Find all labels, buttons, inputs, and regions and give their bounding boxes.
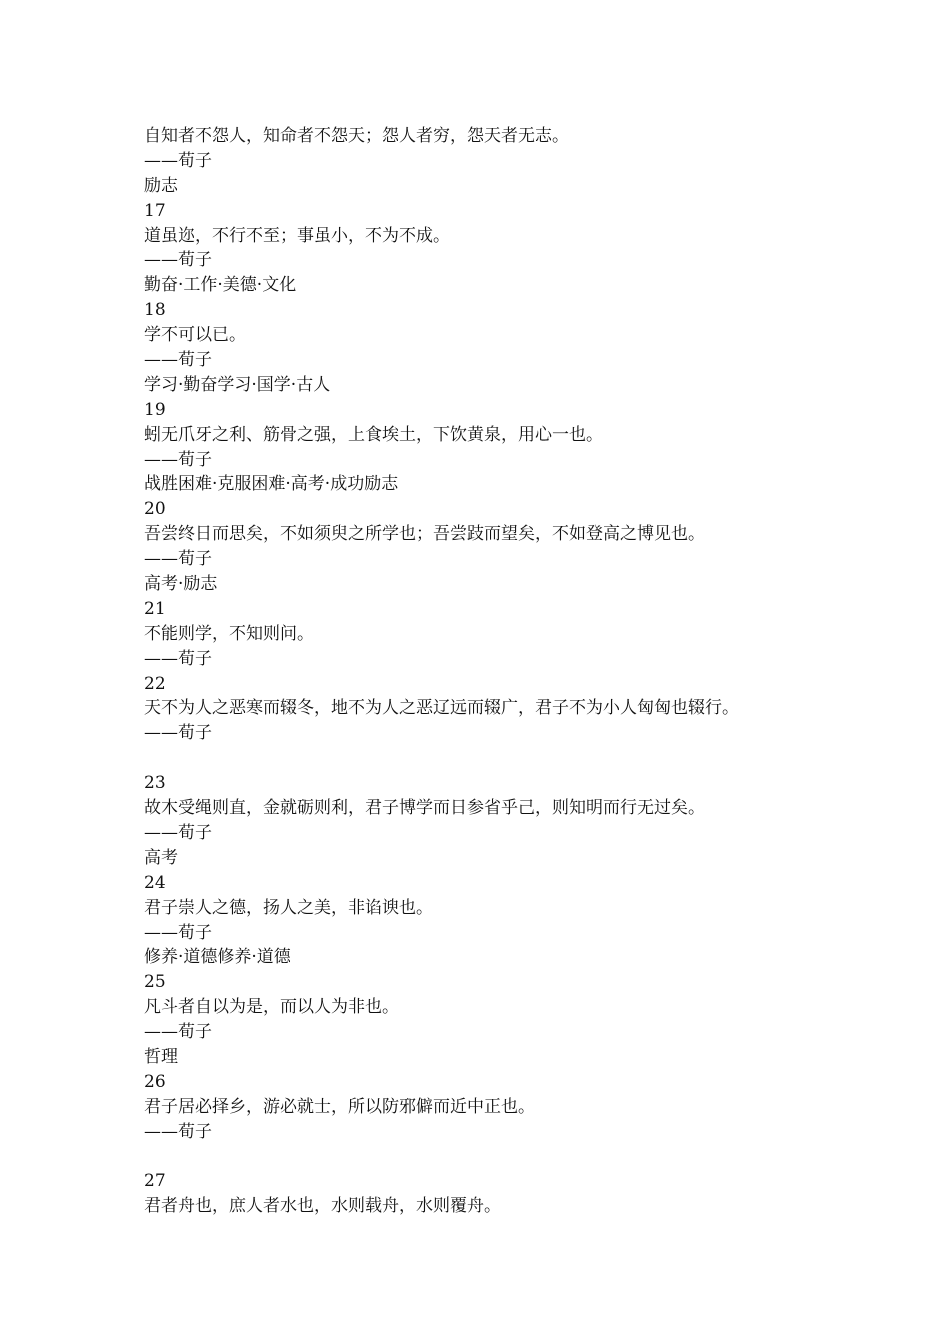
text-line: 励志 [144, 175, 178, 196]
text-line: ——荀子 [144, 922, 212, 943]
text-line: 20 [144, 499, 166, 520]
text-line: ——荀子 [144, 1121, 212, 1142]
text-line: 19 [144, 399, 166, 420]
text-line: 君子居必择乡，游必就士，所以防邪僻而近中正也。 [144, 1096, 535, 1117]
text-line: ——荀子 [144, 449, 212, 470]
text-line: 22 [144, 673, 166, 694]
blank-line [144, 1145, 844, 1170]
text-line: 君者舟也，庶人者水也，水则载舟，水则覆舟。 [144, 1196, 501, 1217]
text-line: 不能则学，不知则问。 [144, 623, 314, 644]
text-line: 23 [144, 773, 166, 794]
text-line: 26 [144, 1071, 166, 1092]
text-line: 高考·励志 [144, 574, 218, 595]
text-line: 17 [144, 200, 166, 221]
text-line: 27 [144, 1171, 166, 1192]
text-line: 高考 [144, 847, 178, 868]
text-line: 故木受绳则直，金就砺则利，君子博学而日参省乎己，则知明而行无过矣。 [144, 798, 705, 819]
text-line: ——荀子 [144, 350, 212, 371]
text-line: ——荀子 [144, 549, 212, 570]
text-line: ——荀子 [144, 822, 212, 843]
text-line: ——荀子 [144, 250, 212, 271]
text-line: 吾尝终日而思矣，不如须臾之所学也；吾尝跂而望矣，不如登高之博见也。 [144, 524, 705, 545]
text-line: 24 [144, 872, 166, 893]
text-line: 18 [144, 300, 166, 321]
text-line: ——荀子 [144, 1022, 212, 1043]
blank-line [144, 746, 844, 771]
text-line: 蚓无爪牙之利、筋骨之强，上食埃土，下饮黄泉，用心一也。 [144, 424, 603, 445]
text-line: 哲理 [144, 1046, 178, 1067]
text-line: 21 [144, 598, 166, 619]
text-line: 君子崇人之德，扬人之美，非谄谀也。 [144, 897, 433, 918]
text-line: ——荀子 [144, 648, 212, 669]
text-line: 25 [144, 972, 166, 993]
text-line: 学不可以已。 [144, 325, 246, 346]
text-line: 自知者不怨人，知命者不怨天；怨人者穷，怨天者无志。 [144, 126, 569, 146]
text-line: 勤奋·工作·美德·文化 [144, 275, 297, 296]
text-line: ——荀子 [144, 723, 212, 744]
text-line: 天不为人之恶寒而辍冬，地不为人之恶辽远而辍广，君子不为小人匈匈也辍行。 [144, 698, 739, 719]
document-text [144, 124, 844, 1219]
text-line: ——荀子 [144, 150, 212, 171]
text-line: 道虽迩，不行不至；事虽小，不为不成。 [144, 225, 450, 246]
text-line: 学习·勤奋学习·国学·古人 [144, 374, 331, 395]
text-line: 凡斗者自以为是，而以人为非也。 [144, 997, 399, 1018]
text-line: 战胜困难·克服困难·高考·成功励志 [144, 474, 399, 495]
text-line: 修养·道德修养·道德 [144, 947, 291, 968]
